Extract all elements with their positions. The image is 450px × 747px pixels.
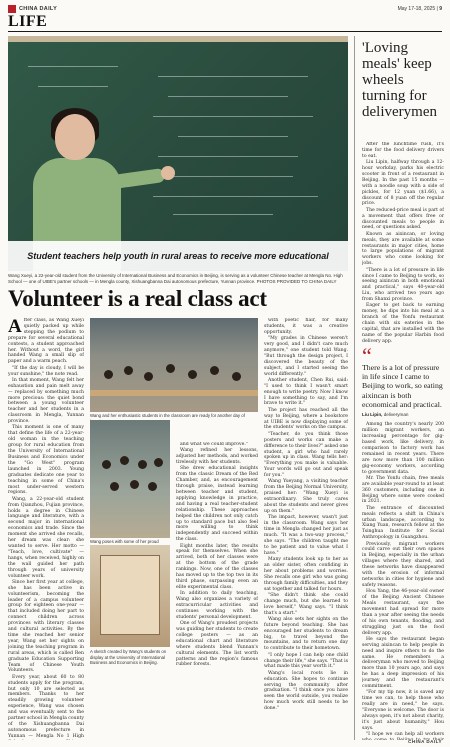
article-paragraph: In that moment, Wang felt her exhaustion and pain melt away — replaced by something much more precious: the quiet bond between a young volunteer teacher and her students in a classroom in Mengla, Yunnan province. <box>8 377 84 425</box>
article-paragraph: She drew educational insights from the classic Dream of the Red Chamber, and, as encouragement through praise, instead learning between teacher and student, applying knowledge in practice, and having a real teacher-student relationship. These approaches helped the children not only catch up to standard pace but also feel more willing to think independently and succeed within the class. <box>176 466 258 543</box>
masthead-bar <box>8 4 442 14</box>
brand-logo-icon <box>8 5 16 13</box>
brand-name: CHINA DAILY <box>19 6 58 12</box>
artwork-photo <box>90 545 170 647</box>
article-paragraph: "If the day is cloudy, I will be your sunshine," the note read. <box>8 365 84 377</box>
hero-photo-caption: Wang Xueyi, a 22-year-old student from the University of International Business and Economics in Beijing, is serving as a volunteer Chinese teacher at Mengla No. High School — one of UIBE's partner schools — in Mengla county, Xishuangbanna Dai autonomous prefecture, Yunnan province. PHOTOS PROVIDED TO CHINA DAILY <box>8 273 343 284</box>
footer-brand: CHINA DAILY <box>408 739 442 744</box>
article-paragraph: After class, as Wang Xueyi quietly packed up while stepping the podium to prepare for several educational contests, a student approached her. Without a word, the girl handed Wang a small slip of paper and a warm peach. <box>8 318 84 365</box>
column-divider <box>354 36 355 740</box>
sidebar-paragraph: Known as aixincan, or loving meals, they are available at some restaurants in major cities, home to large populations of migrant workers who come looking for jobs. <box>362 231 444 267</box>
article-column-3 <box>264 318 348 740</box>
sidebar-paragraph: Liu Lipin, halfway through a 12-hour workday, parks his electric scooter in front of a restaurant in Beijing. In the past 15 months — with a noodle soup with a side of pickles, for 12 yuan ($1.66), a discount of 8 yuan off the regular price. <box>362 160 444 207</box>
article-headline: Volunteer is a real class act <box>8 286 267 311</box>
hero-caption <box>8 241 348 271</box>
article-paragraph: Wang, a 22-year-old student from Qianzhou, Fujian province, holds a degree in Chinese language and literature, with a second major in international economics and trade. Since the moment she arrived she recalls, her dream was clear: she wanted to serve. Her motto — "Teach, love, cultivate" — hangs, when received, highly on the wall guided her path through years of university volunteer work. <box>8 496 84 579</box>
sidebar-paragraph: He says the restaurant began serving aixincan to help people in need and inspire others to do the same. He remembers a deliveryman who moved to Beijing more than 10 years ago, and says he has a deep impression of his journey and the restaurant's commitment. <box>362 636 444 690</box>
sidebar-paragraph: Hou Yang, the 46-year-old owner of the Beijing Ancient Chinese Meals restaurant, says the movement had spread for more than a year after seeing the needs of his own tenants, flooding, and struggling just on the food delivery app. <box>362 589 444 636</box>
sidebar-headline: 'Loving meals' keep wheels turning for deliverymen <box>362 40 437 120</box>
sidebar-article <box>362 142 444 740</box>
sidebar-paragraph: The reduced-price meal is part of a movement that offers free or discounted meals to people in need, or questions asked. <box>362 207 444 231</box>
article-paragraph: Eight months later, the results speak for themselves. When she arrived, both of her classes were at the bottom of the grade rankings. Now, one of the classes has moved up to the top two in its third phase, surpassing even an elite experimental class. <box>176 543 258 590</box>
article-paragraph: In addition to daily teaching, Wang also organizes a variety of extracurricular activities and continues working with the students' personal development. <box>176 591 258 620</box>
article-paragraph: Another student, Chen Rui, said: "I used to think I wasn't smart enough to write poetry. Now I know I have something to say, and I'm brave to write it." <box>264 377 348 407</box>
pull-quote: There is a lot of pressure in life since I came to Beijing to work, so eating aixincan is both economical and practical. <box>362 362 443 409</box>
classroom-photo <box>90 318 258 412</box>
group-photo-caption: Wang poses with some of her proud <box>90 539 159 544</box>
article-paragraph: Wang also sets her sights on the future beyond teaching. She has encouraged her students to dream big, to travel beyond the mountains, and to return one day to contribute to their hometown. <box>264 616 348 652</box>
sidebar-paragraph: "There is a lot of pressure in life since I came to Beijing to work, so seeing aixincan in both emotional and practical," says 40-year-old Liu, who arrived two years ago from Shanxi province. <box>362 267 444 303</box>
article-paragraph: One of Wang's proudest projects was guiding her students to create college posters — as an educational chart and literature where students blend Yunnan's cultural elements. The list worth patterns and the region's famous rubber forests. <box>176 621 258 668</box>
article-paragraph: "She didn't think she could change much, but she learned to love herself," Wang says. "I think that's a start." <box>264 592 348 616</box>
article-paragraph: The project has reached all the way to Beijing, where a bookstore at UIBE is now displaying some of the students' works on the campus. <box>264 407 348 431</box>
article-paragraph: This moment is one of many that define the life of a 22-year-old woman in the teaching group for rural education from the University of International Business and Economics under the "Go West" program launched in 2003. Young graduates dedicate one year to teaching in some of China's most under-served western regions. <box>8 425 84 496</box>
hero-caption-text: Student teachers help youth in rural areas to receive more educational <box>27 251 329 261</box>
article-paragraph: "My grades in Chinese weren't very good, and I didn't care much anymore," one student told Wang. "But through the design project, I discovered the beauty of the subject, and I started seeing the world differently." <box>264 336 348 377</box>
article-paragraph: Every year, about 60 to 80 students apply for the program, but only 10 are selected as members. Thanks to her steadily growing volunteer experience, Wang was chosen and was eventually sent to the partner school in Mengla county of the Xishuangbanna Dai autonomous prefecture in Yunnan — Mengla No 1 High <box>8 674 84 739</box>
hero-photo <box>8 36 348 271</box>
classroom-photo-caption: Wang and her enthusiastic students in the classroom are ready for another day of <box>90 413 245 418</box>
sidebar-paragraph: "I hope we can help all workers <box>366 732 444 738</box>
article-paragraph: Wang Yueyang, a visiting teacher from the Beijing Normal University, praised her: "Wang Xueyi is extraordinary. She truly cares about the students and never gives up on them." <box>264 479 348 514</box>
sidebar-paragraph: Among the country's nearly 200 million migrant workers, an increasing percentage for gig-based work, like delivery, in comparison to factory work has remained in recent years. There are now more than 100 million gig-economy workers, according to government data. <box>362 422 444 475</box>
sidebar-paragraph: Eager to get back to earning money, he dips into his meal at a branch of the Yonfu restaurant chain with six eateries in the capital, that are installed with the name of the popular Harbin food delivery app. <box>362 303 444 344</box>
group-photo <box>90 420 170 538</box>
quote-mark-icon: “ <box>362 342 372 368</box>
issue-info: May 17-18, 2025 | 9 <box>397 6 442 12</box>
sidebar-paragraph: "For my tip now, it is saved any time we can, to help those who really are in need," he says. "Everyone is welcome. The door is always open, it's not about charity, it's just about humanity," Hou says. <box>362 690 444 731</box>
article-column-1 <box>8 318 84 740</box>
sidebar-paragraph: The entrance of discounted meals reflects a shift in China's urban landscape, according to Xiang Yuan, research fellow at the Tsinghua Institute for Social Anthropology in Guangzhou. <box>362 505 444 541</box>
artwork-photo-caption: A sketch created by Wang's students on display at the University of International Business and Economics in Beijing. <box>90 649 167 666</box>
article-paragraph: Since her first year at college, she has been active in volunteerism, becoming the leader of a campus volunteer group for eighteen one-year — that included doing her part to connect children across provinces with literary classes and cultural activities. By the time she reached her senior year, Wang set her sights on joining the teaching program in rural areas, which is called Ren graduate Education Supporting Team of Chinese Youth Volunteers. <box>8 579 84 674</box>
article-paragraph: with poetic flair, for many students, it was a creative opportunity. <box>264 318 348 335</box>
pull-quote-attribution: Liu Lipin, deliveryman <box>362 412 409 418</box>
sidebar-paragraph: Previously, migrant workers could carve out their own spaces in Beijing, especially in the urban villages where they shared, and these networks have disappeared with the erosion of informal networks in cities for hygiene and safety reasons. <box>362 541 444 588</box>
issue-date: May 17-18, 2025 <box>397 6 436 12</box>
article-paragraph: Wang refined her lessons, adjusted her methods, and worked tirelessly with her students. <box>176 448 258 466</box>
header-divider <box>8 31 442 32</box>
hero-byline <box>176 270 245 271</box>
article-column-2 <box>176 442 258 740</box>
chalkboard-image <box>8 36 348 271</box>
article-paragraph: "I only hope I can help one child change their life," she says. "That is what made this year worth it." <box>264 652 348 670</box>
sidebar-paragraph: Mr. The Yonfu chain, free meals are available year-round to at least 360 customers, including one in Beijing where some were cooked in 2021. <box>362 475 444 505</box>
page-number: 9 <box>439 6 442 12</box>
article-paragraph: Many students look up to her as an older sister, often confiding in her about problems and worries. She recalls one girl who was going through family difficulties, and they sat together and talked for hours. <box>264 556 348 592</box>
article-paragraph: "Teacher, do you think those posters and works can make a difference to their lives?" asked one student, a girl who had rarely spoken up in class. Wang tells her: "Everything you make is valuable. Your words will go out and speak for you." <box>264 431 348 479</box>
drop-cap: A <box>8 318 22 337</box>
brand-logo <box>8 5 57 13</box>
article-paragraph: and what we could improve." <box>180 442 248 447</box>
article-paragraph: The impact, however, wasn't just in the classroom. Wang says her time in Mengla changed her just as much. "It was a two-way process," she says. "The children taught me to be patient and to value what I have." <box>264 515 348 556</box>
sidebar-paragraph: After the lunchtime rush, it's time for the food delivery drivers to eat. <box>362 142 444 159</box>
article-paragraph: Wang's local roots lie in education. She hopes to continue serving the community after graduation. "I think once you have seen the world outside, you realize how much work still needs to be done." <box>264 670 348 712</box>
section-title: LIFE <box>8 13 48 30</box>
